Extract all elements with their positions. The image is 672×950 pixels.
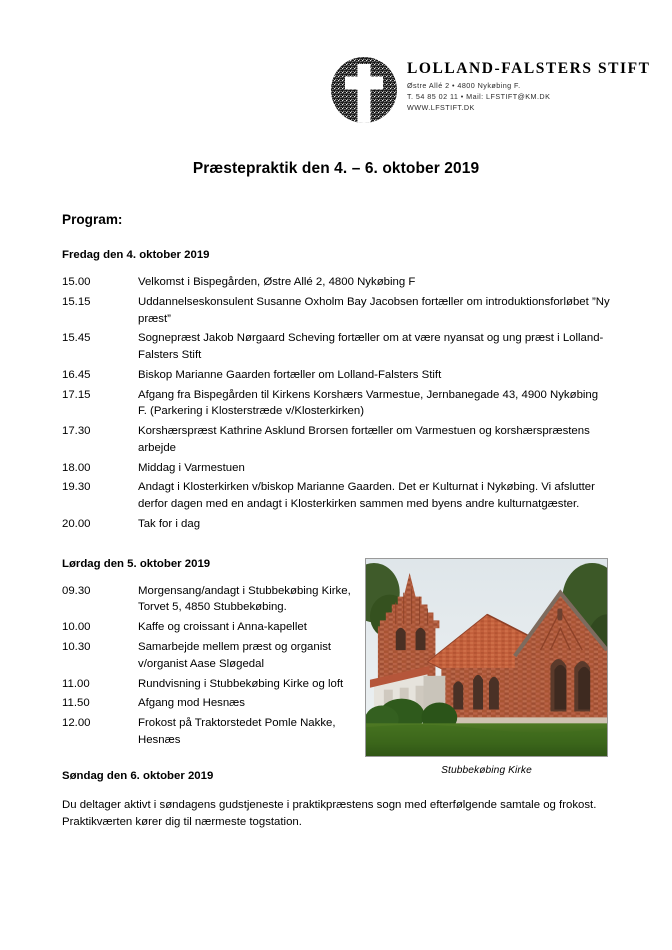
document-content [62,212,610,832]
table-row [62,676,362,696]
table-row [62,583,362,620]
schedule-description: Uddannelseskonsulent Susanne Oxholm Bay Jacobsen fortæller om introduktionsforløbet ”Ny præst” [138,295,610,325]
table-row [62,619,362,639]
schedule-time: 09.30 [62,584,91,597]
schedule-description: Afgang fra Bispegården til Kirkens Korshærs Varmestue, Jernbanegade 43, 4900 Nykøbing F. (Parkering i Klosterstræde v/Klosterkirken) [138,388,599,418]
schedule-description: Tak for i dag [138,517,201,530]
schedule-time: 11.50 [62,697,90,710]
friday-schedule-body [62,274,610,536]
schedule-description: Korshærspræst Kathrine Asklund Brorsen fortæller om Varmestuen og korshærspræstens arbejde [138,425,590,454]
letterhead-contact: T. 54 85 02 11 • Mail: LFSTIFT@KM.DK [407,92,551,102]
schedule-time: 18.00 [62,461,91,474]
saturday-heading: Lørdag den 5. oktober 2019 [62,557,211,570]
table-row [62,294,610,331]
schedule-time: 10.30 [62,641,91,654]
table-row [62,695,362,715]
schedule-time: 16.45 [62,368,91,381]
saturday-schedule-table [62,583,362,752]
table-row [62,460,610,480]
letterhead-website: WWW.LFSTIFT.DK [407,103,475,113]
letterhead [330,56,651,124]
schedule-time: 12.00 [62,717,91,730]
schedule-time: 17.30 [62,425,91,438]
schedule-description: Samarbejde mellem præst og organist v/organist Aase Sløgedal [138,641,332,670]
schedule-description: Afgang mod Hesnæs [138,697,246,710]
schedule-time: 20.00 [62,517,91,530]
letterhead-address: Østre Allé 2 • 4800 Nykøbing F. [407,81,521,91]
table-row [62,330,610,367]
photo-block [365,558,608,776]
table-row [62,639,362,676]
schedule-description: Biskop Marianne Gaarden fortæller om Lolland-Falsters Stift [138,368,442,381]
table-row [62,274,610,294]
friday-schedule-table [62,274,610,536]
sunday-body-text: Du deltager aktivt i søndagens gudstjeneste i praktikpræstens sogn med efterfølgende samtale og frokost. Praktikværten kører dig til nærmeste togstation. [62,798,597,829]
friday-heading: Fredag den 4. oktober 2019 [62,249,210,261]
table-row [62,715,362,752]
table-row [62,479,610,516]
stubbekoebing-church-photo [365,558,608,757]
schedule-time: 17.15 [62,388,91,401]
table-row [62,423,610,460]
schedule-description: Kaffe og croissant i Anna-kapellet [138,621,307,634]
schedule-description: Middag i Varmestuen [138,461,245,474]
table-row [62,367,610,387]
schedule-description: Sognepræst Jakob Nørgaard Scheving fortæller om at være nyansat og ung præst i Lolland-Falsters Stift [138,332,604,362]
schedule-time: 15.45 [62,332,91,345]
program-heading: Program: [62,212,123,227]
schedule-time: 10.00 [62,621,91,634]
schedule-description: Frokost på Traktorstedet Pomle Nakke, Hesnæs [138,717,336,746]
schedule-description: Rundvisning i Stubbekøbing Kirke og loft [138,677,344,690]
page-title: Præstepraktik den 4. – 6. oktober 2019 [192,160,480,177]
schedule-description: Andagt i Klosterkirken v/biskop Marianne Gaarden. Det er Kulturnat i Nykøbing. Vi afslutter derfor dagen med en andagt i Klosterkirken sammen med byens andre kulturnatgæster. [138,481,595,511]
schedule-description: Velkomst i Bispegården, Østre Allé 2, 4800 Nykøbing F [138,276,416,288]
saturday-schedule-body [62,583,362,752]
schedule-description: Morgensang/andagt i Stubbekøbing Kirke, Torvet 5, 4850 Stubbekøbing. [138,584,351,614]
photo-caption: Stubbekøbing Kirke [441,764,532,776]
sunday-heading: Søndag den 6. oktober 2019 [62,769,214,782]
schedule-time: 15.00 [62,276,91,288]
table-row [62,387,610,424]
schedule-time: 11.00 [62,677,90,690]
cross-in-circle-icon [330,56,398,124]
organization-name: LOLLAND-FALSTERS STIFT [407,60,651,77]
table-row [62,516,610,536]
schedule-time: 15.15 [62,295,91,308]
letterhead-text [407,56,651,114]
schedule-time: 19.30 [62,481,91,494]
